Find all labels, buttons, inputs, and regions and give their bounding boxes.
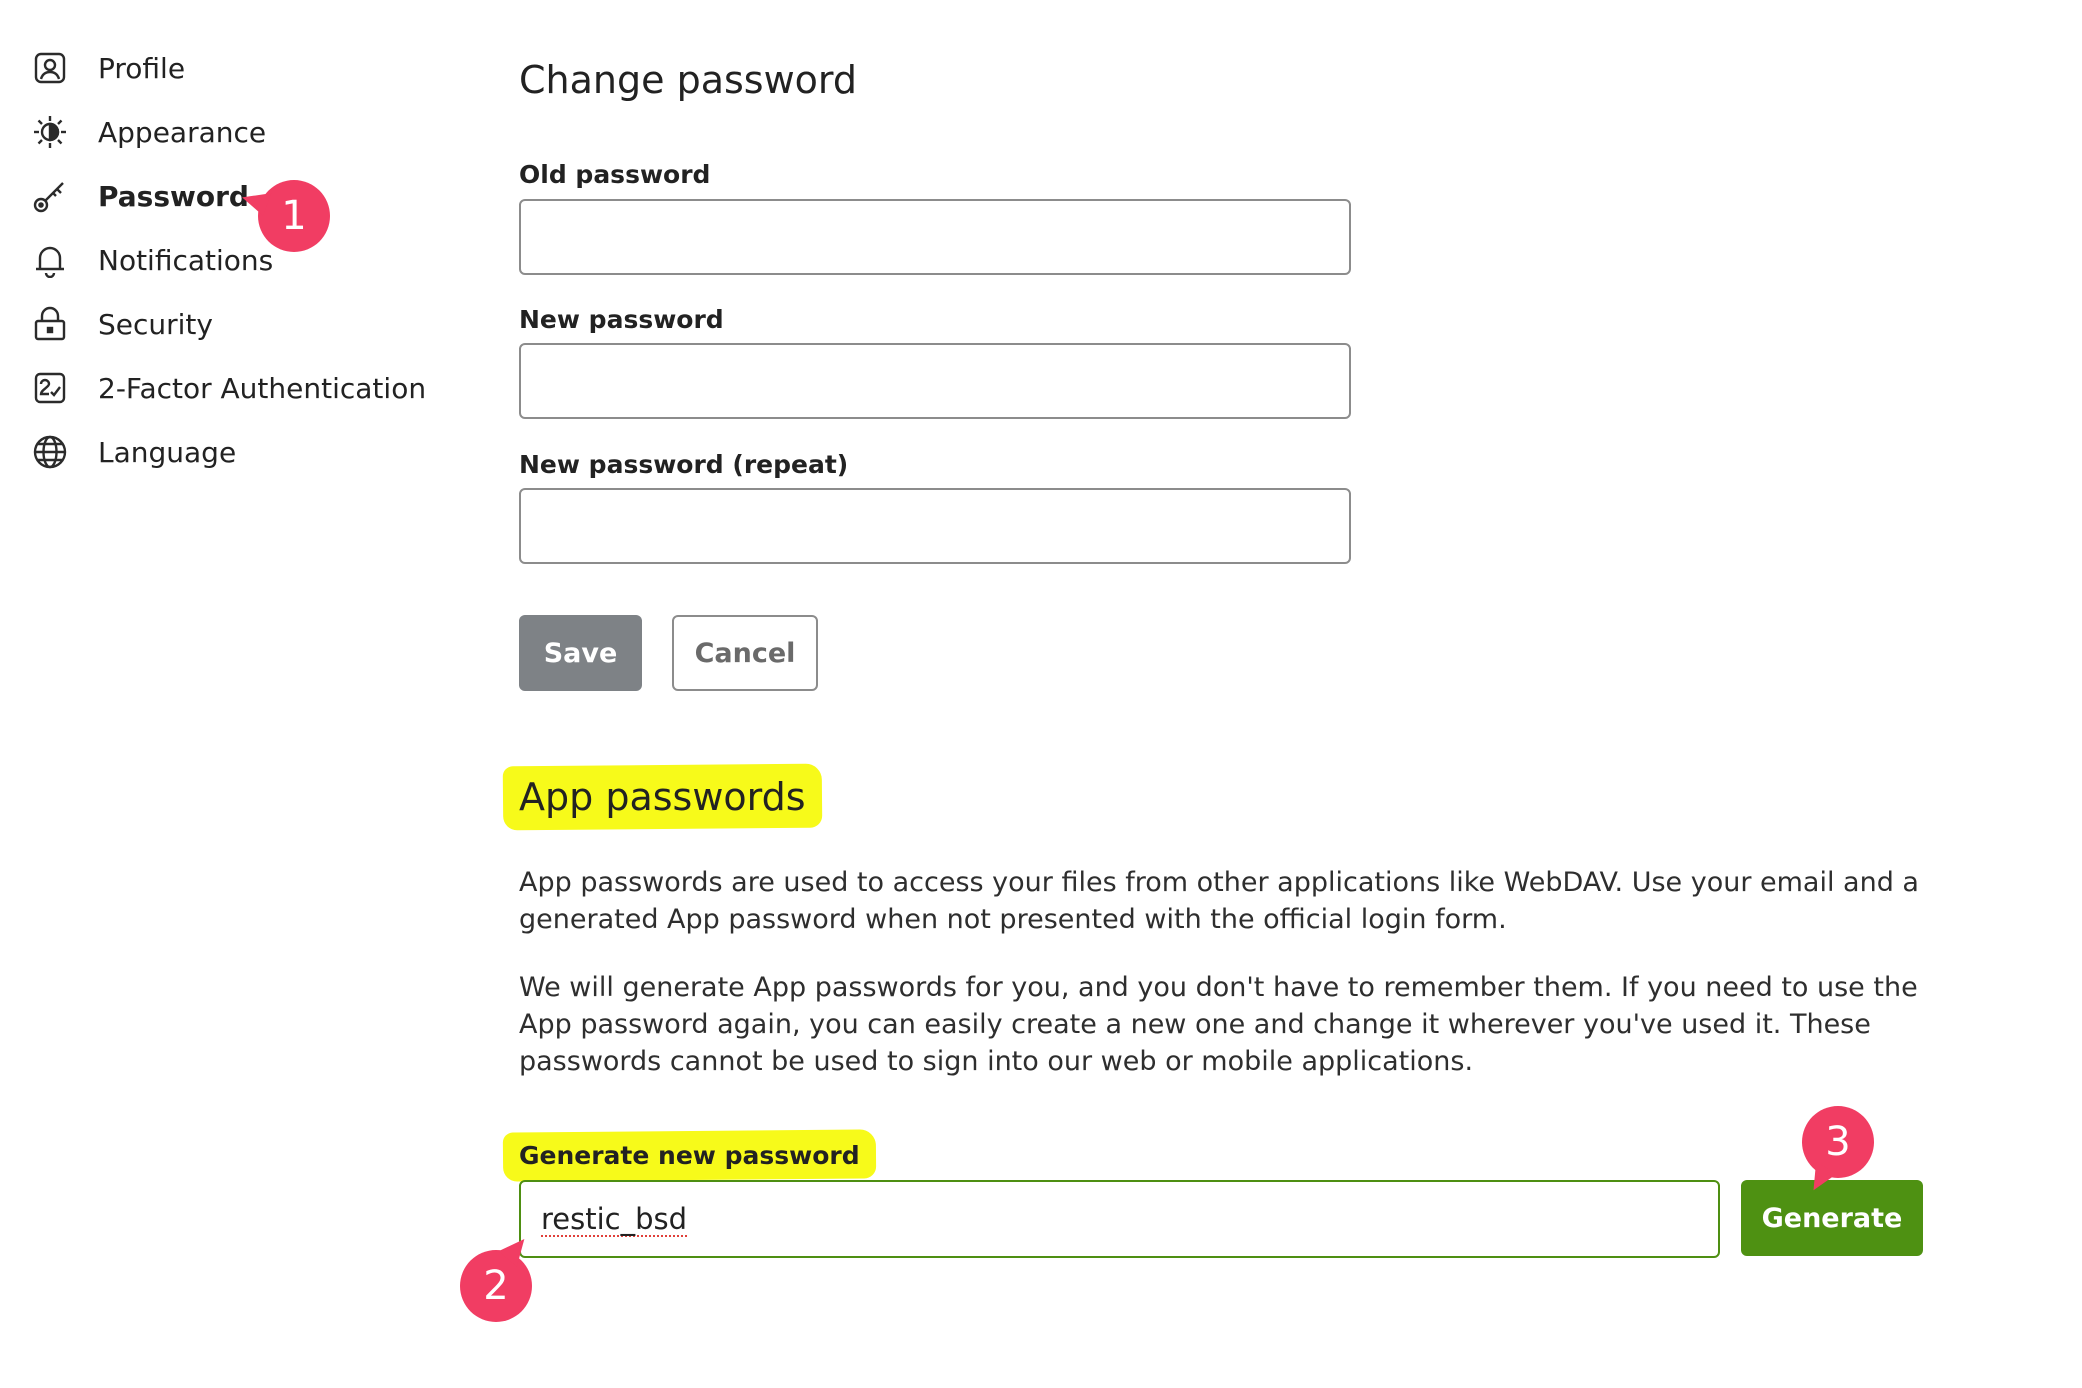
app-passwords-title	[519, 775, 806, 819]
sidebar-item-label: Security	[98, 307, 213, 341]
sidebar-item-language[interactable]	[30, 424, 236, 480]
globe-icon	[30, 432, 70, 472]
app-passwords-title-text: App passwords	[519, 775, 806, 819]
app-passwords-explanation: We will generate App passwords for you, and you don't have to remember them. If you need to use the App password again, you can easily create a new one and change it wherever you've used it. These passwords cannot be used to sign into our web or mobile applications.	[519, 972, 1918, 1077]
step-badge-3: 3	[1802, 1106, 1874, 1178]
generate-button[interactable]: Generate	[1741, 1180, 1923, 1256]
sidebar-item-appearance[interactable]	[30, 104, 266, 160]
appearance-icon	[30, 112, 70, 152]
change-password-title: Change password	[519, 58, 857, 102]
generate-password-label	[519, 1141, 860, 1170]
repeat-password-input[interactable]	[519, 488, 1351, 564]
sidebar-item-label: 2-Factor Authentication	[98, 371, 427, 405]
sidebar-item-label: Appearance	[98, 115, 267, 149]
old-password-label: Old password	[519, 160, 711, 189]
generate-password-label-text: Generate new password	[519, 1141, 860, 1170]
app-password-name-value: restic_bsd	[541, 1202, 688, 1236]
sidebar-item-notifications[interactable]	[30, 232, 273, 288]
lock-icon	[30, 304, 70, 344]
bell-icon	[30, 240, 70, 280]
sidebar-item-password[interactable]	[30, 168, 249, 224]
sidebar-item-label: Notifications	[98, 243, 274, 277]
sidebar-item-two-factor[interactable]	[30, 360, 426, 416]
new-password-input[interactable]	[519, 343, 1351, 419]
key-icon	[30, 176, 70, 216]
sidebar-item-label: Language	[98, 435, 237, 469]
sidebar-item-label: Profile	[98, 51, 186, 85]
sidebar-item-profile[interactable]	[30, 40, 185, 96]
step-badge-2: 2	[460, 1250, 532, 1322]
step-badge-1: 1	[258, 180, 330, 252]
new-password-label: New password	[519, 305, 724, 334]
sidebar-item-security[interactable]	[30, 296, 213, 352]
two-factor-icon	[30, 368, 70, 408]
repeat-password-label: New password (repeat)	[519, 450, 849, 479]
old-password-input[interactable]	[519, 199, 1351, 275]
app-password-name-input[interactable]	[519, 1180, 1720, 1258]
sidebar-item-label: Password	[98, 179, 249, 213]
save-button[interactable]: Save	[519, 615, 642, 691]
app-passwords-description: App passwords are used to access your files from other applications like WebDAV. Use your email and a generated App password when not presented with the official login form.	[519, 867, 1919, 935]
cancel-button[interactable]: Cancel	[672, 615, 818, 691]
profile-icon	[30, 48, 70, 88]
